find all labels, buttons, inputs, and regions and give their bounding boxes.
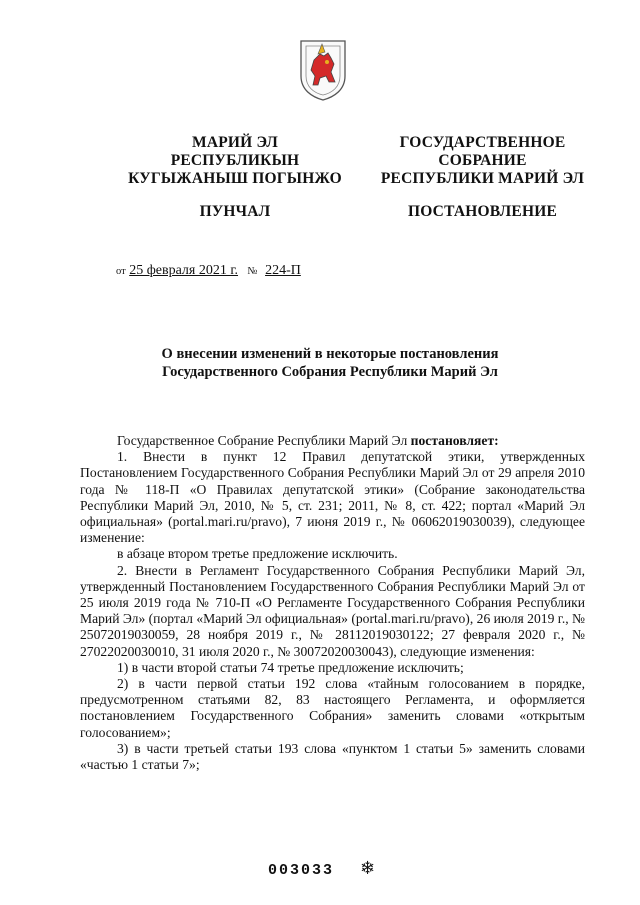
header-right-line-2: СОБРАНИЕ bbox=[438, 152, 527, 169]
snowflake-mark-icon: ❄ bbox=[360, 858, 376, 878]
header-right-doc-type: ПОСТАНОВЛЕНИЕ bbox=[407, 203, 558, 220]
serial-number: 003033 bbox=[268, 862, 335, 879]
header-left-doc-type: ПУНЧАЛ bbox=[199, 203, 271, 220]
paragraph-1: 1. Внести в пункт 12 Правил депутатской этики, утвержденных Постановлением Государственного Собрания Республики Марий Эл от 29 апреля 2010 года № 118-П «О Правилах депутатской этики» (Собрание законодательства Республики Марий Эл, 2010, № 5, ст. 231; 2011, № 8, ст. 422; портал «Марий Эл официальная» (portal.mari.ru/pravo), 7 июня 2019 г., № 06062019030039), следующее изменение: bbox=[80, 449, 585, 546]
document-title bbox=[80, 345, 580, 381]
paragraph-2: 2. Внести в Регламент Государственного Собрания Республики Марий Эл, утвержденный Постановлением Государственного Собрания Республики Марий Эл от 25 июля 2019 года № 710-П «О Регламенте Государственного Собрания Республики Марий Эл» (портал «Марий Эл официальная» (portal.mari.ru/pravo), 26 июля 2019 г., № 25072019030059, 28 ноября 2019 г., № 28112019030122; 27 февраля 2020 г., № 27022020030010, 31 июля 2020 г., № 30072020030043), следующие изменения: bbox=[80, 562, 585, 659]
header-right-line-3: РЕСПУБЛИКИ МАРИЙ ЭЛ bbox=[380, 170, 585, 187]
document-body bbox=[80, 433, 585, 773]
intro-decision: постановляет: bbox=[410, 433, 499, 448]
title-line-1: О внесении изменений в некоторые постановления bbox=[161, 346, 499, 362]
paragraph-1a: в абзаце втором третье предложение исключить. bbox=[117, 546, 398, 562]
header-right-line-1: ГОСУДАРСТВЕННОЕ bbox=[399, 134, 566, 151]
date-line bbox=[116, 263, 301, 279]
date-prefix: от bbox=[116, 266, 126, 277]
header-left-line-1: МАРИЙ ЭЛ bbox=[192, 134, 278, 151]
header-left-line-2: РЕСПУБЛИКЫН bbox=[170, 152, 300, 169]
header-left-line-3: КУГЫЖАНЫШ ПОГЫНЖО bbox=[128, 170, 342, 187]
document-date: 25 февраля 2021 г. bbox=[129, 263, 239, 278]
header-left-block bbox=[120, 134, 350, 188]
intro-text: Государственное Собрание Республики Марий Эл bbox=[117, 433, 408, 448]
paragraph-2-item-3: 3) в части третьей статьи 193 слова «пунктом 1 статьи 5» заменить словами «частью 1 статьи 7»; bbox=[80, 740, 585, 773]
header-right-block bbox=[360, 134, 605, 188]
document-number: 224-П bbox=[265, 263, 301, 278]
paragraph-2-item-2: 2) в части первой статьи 192 слова «тайным голосованием в порядке, предусмотренном статьями 82, 83 настоящего Регламента, и оформляется постановлением Государственного Собрания» заменить словами «открытым голосованием»; bbox=[80, 676, 585, 740]
paragraph-2-item-1: 1) в части второй статьи 74 третье предложение исключить; bbox=[117, 659, 464, 675]
title-line-2: Государственного Собрания Республики Марий Эл bbox=[162, 364, 498, 380]
coat-of-arms-icon bbox=[298, 38, 348, 102]
intro-paragraph bbox=[80, 433, 585, 449]
number-sign: № bbox=[247, 266, 258, 277]
